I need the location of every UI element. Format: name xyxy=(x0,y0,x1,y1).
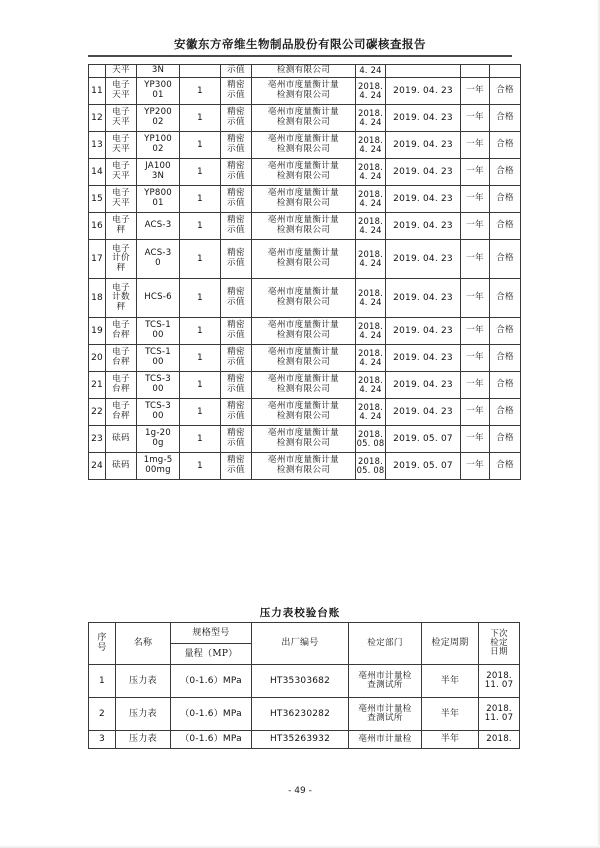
cell-organization: 亳州市度量衡计量 检测有限公司 xyxy=(252,318,356,345)
cell-serial-number: HT35263932 xyxy=(252,731,349,749)
cell-precision: 精密 示值 xyxy=(221,318,252,345)
cell-index: 19 xyxy=(89,318,106,345)
cell-precision: 精密 示值 xyxy=(221,240,252,279)
cell-name: 电子 计数 秤 xyxy=(106,279,137,318)
cell-model: YP100 02 xyxy=(137,132,180,159)
cell-precision: 精密 示值 xyxy=(221,105,252,132)
cell-inspection-cycle: 半年 xyxy=(422,731,479,749)
cell-model: TCS-1 00 xyxy=(137,345,180,372)
cell-organization: 亳州市度量衡计量 检测有限公司 xyxy=(252,345,356,372)
cell-index: 24 xyxy=(89,453,106,480)
table-row xyxy=(89,372,521,399)
cell-name: 电子 计价 秤 xyxy=(106,240,137,279)
cell-cycle: 一年 xyxy=(461,78,490,105)
cell-quantity: 1 xyxy=(180,453,221,480)
cell-quantity xyxy=(180,65,221,78)
cell-calibration-date: 2018. 05. 08 xyxy=(356,453,386,480)
cell-index: 13 xyxy=(89,132,106,159)
cell-quantity: 1 xyxy=(180,372,221,399)
cell-name: 电子 台秤 xyxy=(106,345,137,372)
cell-name: 电子 天平 xyxy=(106,105,137,132)
cell-index: 15 xyxy=(89,186,106,213)
cell-model: 3N xyxy=(137,65,180,78)
cell-calibration-date: 2018. 4. 24 xyxy=(356,186,386,213)
cell-next-date: 2018. 11. 07 xyxy=(479,665,520,698)
cell-cycle: 一年 xyxy=(461,279,490,318)
cell-next-date: 2019. 04. 23 xyxy=(386,372,461,399)
cell-result: 合格 xyxy=(490,78,521,105)
cell-organization: 亳州市度量衡计量 检测有限公司 xyxy=(252,213,356,240)
cell-serial-number: HT36230282 xyxy=(252,698,349,731)
cell-name: 天平 xyxy=(106,65,137,78)
cell-quantity: 1 xyxy=(180,240,221,279)
table-row xyxy=(89,399,521,426)
cell-inspection-cycle: 半年 xyxy=(422,698,479,731)
cell-next-date: 2019. 04. 23 xyxy=(386,132,461,159)
cell-index: 11 xyxy=(89,78,106,105)
header-serial-number: 出厂编号 xyxy=(252,623,349,665)
cell-organization: 检测有限公司 xyxy=(252,65,356,78)
table-row-continued xyxy=(89,65,521,78)
cell-precision: 精密 示值 xyxy=(221,279,252,318)
cell-model: YP300 01 xyxy=(137,78,180,105)
table-header-row xyxy=(89,623,520,644)
cell-result: 合格 xyxy=(490,345,521,372)
cell-precision: 精密 示值 xyxy=(221,132,252,159)
header-range: 量程（MP） xyxy=(171,644,252,665)
header-name: 名称 xyxy=(116,623,171,665)
running-header: 安徽东方帝维生物制品股份有限公司碳核查报告 xyxy=(174,37,426,51)
cell-index: 1 xyxy=(89,665,116,698)
cell-result: 合格 xyxy=(490,318,521,345)
cell-model: ACS-3 xyxy=(137,213,180,240)
cell-organization: 亳州市度量衡计量 检测有限公司 xyxy=(252,105,356,132)
cell-calibration-date: 2018. 4. 24 xyxy=(356,105,386,132)
cell-name: 电子 天平 xyxy=(106,186,137,213)
cell-next-date: 2019. 05. 07 xyxy=(386,453,461,480)
cell-quantity: 1 xyxy=(180,213,221,240)
cell-precision: 精密 示值 xyxy=(221,399,252,426)
cell-quantity: 1 xyxy=(180,105,221,132)
cell-name: 压力表 xyxy=(116,665,171,698)
table-row xyxy=(89,240,521,279)
cell-precision: 精密 示值 xyxy=(221,186,252,213)
cell-name: 电子 天平 xyxy=(106,159,137,186)
cell-cycle: 一年 xyxy=(461,240,490,279)
cell-serial-number: HT35303682 xyxy=(252,665,349,698)
cell-precision: 示值 xyxy=(221,65,252,78)
cell-model: 1mg-5 00mg xyxy=(137,453,180,480)
cell-index: 17 xyxy=(89,240,106,279)
cell-name: 砝码 xyxy=(106,426,137,453)
cell-name: 砝码 xyxy=(106,453,137,480)
table-row xyxy=(89,213,521,240)
cell-precision: 精密 示值 xyxy=(221,372,252,399)
cell-index: 23 xyxy=(89,426,106,453)
cell-next-date: 2019. 04. 23 xyxy=(386,240,461,279)
cell-cycle: 一年 xyxy=(461,426,490,453)
cell-precision: 精密 示值 xyxy=(221,78,252,105)
cell-cycle: 一年 xyxy=(461,159,490,186)
cell-next-date: 2019. 04. 23 xyxy=(386,318,461,345)
cell-next-date: 2019. 04. 23 xyxy=(386,399,461,426)
table-row xyxy=(89,159,521,186)
cell-inspection-dept: 亳州市计量检 xyxy=(349,731,422,749)
cell-organization: 亳州市度量衡计量 检测有限公司 xyxy=(252,132,356,159)
cell-quantity: 1 xyxy=(180,159,221,186)
cell-index: 3 xyxy=(89,731,116,749)
cell-organization: 亳州市度量衡计量 检测有限公司 xyxy=(252,159,356,186)
cell-result: 合格 xyxy=(490,372,521,399)
cell-organization: 亳州市度量衡计量 检测有限公司 xyxy=(252,372,356,399)
cell-result: 合格 xyxy=(490,213,521,240)
header-inspection-cycle: 检定周期 xyxy=(422,623,479,665)
cell-quantity: 1 xyxy=(180,399,221,426)
cell-index: 20 xyxy=(89,345,106,372)
cell-organization: 亳州市度量衡计量 检测有限公司 xyxy=(252,240,356,279)
cell-result: 合格 xyxy=(490,453,521,480)
header-index: 序 号 xyxy=(89,623,116,665)
cell-quantity: 1 xyxy=(180,186,221,213)
table-row xyxy=(89,186,521,213)
cell-organization: 亳州市度量衡计量 检测有限公司 xyxy=(252,426,356,453)
cell-name: 电子 台秤 xyxy=(106,372,137,399)
table-row xyxy=(89,78,521,105)
cell-index: 16 xyxy=(89,213,106,240)
cell-cycle: 一年 xyxy=(461,453,490,480)
cell-model: TCS-3 00 xyxy=(137,372,180,399)
cell-result: 合格 xyxy=(490,132,521,159)
cell-quantity: 1 xyxy=(180,78,221,105)
cell-calibration-date: 4. 24 xyxy=(356,65,386,78)
cell-organization: 亳州市度量衡计量 检测有限公司 xyxy=(252,399,356,426)
cell-next-date: 2018. xyxy=(479,731,520,749)
header-inspection-dept: 检定部门 xyxy=(349,623,422,665)
table-row xyxy=(89,731,520,749)
cell-calibration-date: 2018. 4. 24 xyxy=(356,213,386,240)
pressure-gauge-ledger-table xyxy=(88,622,520,749)
cell-result: 合格 xyxy=(490,186,521,213)
header-next-date: 下次 检定 日期 xyxy=(479,623,520,665)
cell-index: 14 xyxy=(89,159,106,186)
cell-model: YP800 01 xyxy=(137,186,180,213)
cell-calibration-date: 2018. 4. 24 xyxy=(356,78,386,105)
cell-result: 合格 xyxy=(490,399,521,426)
cell-result xyxy=(490,65,521,78)
cell-cycle: 一年 xyxy=(461,345,490,372)
cell-cycle: 一年 xyxy=(461,105,490,132)
cell-index: 18 xyxy=(89,279,106,318)
pressure-table-title: 压力表校验台账 xyxy=(259,607,341,619)
cell-inspection-cycle: 半年 xyxy=(422,665,479,698)
cell-next-date: 2019. 04. 23 xyxy=(386,213,461,240)
cell-name: 压力表 xyxy=(116,698,171,731)
cell-cycle: 一年 xyxy=(461,186,490,213)
cell-calibration-date: 2018. 4. 24 xyxy=(356,279,386,318)
cell-cycle: 一年 xyxy=(461,399,490,426)
cell-quantity: 1 xyxy=(180,318,221,345)
cell-calibration-date: 2018. 4. 24 xyxy=(356,240,386,279)
cell-name: 压力表 xyxy=(116,731,171,749)
cell-quantity: 1 xyxy=(180,279,221,318)
cell-next-date: 2019. 04. 23 xyxy=(386,186,461,213)
cell-organization: 亳州市度量衡计量 检测有限公司 xyxy=(252,78,356,105)
page-number: - 49 - xyxy=(288,786,312,796)
table-row xyxy=(89,665,520,698)
cell-model: YP200 02 xyxy=(137,105,180,132)
table-row xyxy=(89,345,521,372)
cell-name: 电子 台秤 xyxy=(106,399,137,426)
cell-next-date: 2019. 04. 23 xyxy=(386,345,461,372)
cell-precision: 精密 示值 xyxy=(221,426,252,453)
cell-name: 电子 天平 xyxy=(106,132,137,159)
cell-calibration-date: 2018. 4. 24 xyxy=(356,132,386,159)
cell-quantity: 1 xyxy=(180,426,221,453)
cell-name: 电子 台秤 xyxy=(106,318,137,345)
cell-index: 21 xyxy=(89,372,106,399)
cell-result: 合格 xyxy=(490,105,521,132)
cell-quantity: 1 xyxy=(180,345,221,372)
cell-precision: 精密 示值 xyxy=(221,213,252,240)
cell-model: TCS-1 00 xyxy=(137,318,180,345)
cell-inspection-dept: 亳州市计量检 查测试所 xyxy=(349,665,422,698)
cell-next-date: 2019. 04. 23 xyxy=(386,279,461,318)
cell-next-date: 2019. 05. 07 xyxy=(386,426,461,453)
cell-index xyxy=(89,65,106,78)
cell-model: 1g-20 0g xyxy=(137,426,180,453)
cell-name: 电子 天平 xyxy=(106,78,137,105)
table-row xyxy=(89,105,521,132)
cell-calibration-date: 2018. 4. 24 xyxy=(356,399,386,426)
cell-index: 22 xyxy=(89,399,106,426)
cell-precision: 精密 示值 xyxy=(221,159,252,186)
cell-model: ACS-3 0 xyxy=(137,240,180,279)
cell-organization: 亳州市度量衡计量 检测有限公司 xyxy=(252,186,356,213)
table-row xyxy=(89,279,521,318)
cell-result: 合格 xyxy=(490,159,521,186)
cell-model: JA100 3N xyxy=(137,159,180,186)
cell-spec-range: （0-1.6）MPa xyxy=(171,665,252,698)
cell-next-date: 2019. 04. 23 xyxy=(386,159,461,186)
cell-spec-range: （0-1.6）MPa xyxy=(171,731,252,749)
cell-next-date: 2018. 11. 07 xyxy=(479,698,520,731)
cell-cycle xyxy=(461,65,490,78)
cell-cycle: 一年 xyxy=(461,132,490,159)
cell-next-date xyxy=(386,65,461,78)
table-row xyxy=(89,318,521,345)
cell-result: 合格 xyxy=(490,426,521,453)
cell-organization: 亳州市度量衡计量 检测有限公司 xyxy=(252,279,356,318)
cell-calibration-date: 2018. 05. 08 xyxy=(356,426,386,453)
cell-calibration-date: 2018. 4. 24 xyxy=(356,345,386,372)
table-row xyxy=(89,453,521,480)
cell-calibration-date: 2018. 4. 24 xyxy=(356,318,386,345)
cell-result: 合格 xyxy=(490,240,521,279)
cell-spec-range: （0-1.6）MPa xyxy=(171,698,252,731)
cell-cycle: 一年 xyxy=(461,213,490,240)
cell-calibration-date: 2018. 4. 24 xyxy=(356,372,386,399)
header-divider-rule xyxy=(88,55,512,57)
table-row xyxy=(89,132,521,159)
table-row xyxy=(89,426,521,453)
table-row xyxy=(89,698,520,731)
cell-next-date: 2019. 04. 23 xyxy=(386,78,461,105)
cell-cycle: 一年 xyxy=(461,318,490,345)
cell-model: HCS-6 xyxy=(137,279,180,318)
cell-model: TCS-3 00 xyxy=(137,399,180,426)
cell-index: 12 xyxy=(89,105,106,132)
cell-quantity: 1 xyxy=(180,132,221,159)
cell-result: 合格 xyxy=(490,279,521,318)
cell-calibration-date: 2018. 4. 24 xyxy=(356,159,386,186)
cell-precision: 精密 示值 xyxy=(221,453,252,480)
cell-organization: 亳州市度量衡计量 检测有限公司 xyxy=(252,453,356,480)
equipment-calibration-ledger-table xyxy=(88,64,521,480)
cell-cycle: 一年 xyxy=(461,372,490,399)
cell-precision: 精密 示值 xyxy=(221,345,252,372)
cell-next-date: 2019. 04. 23 xyxy=(386,105,461,132)
cell-index: 2 xyxy=(89,698,116,731)
cell-inspection-dept: 亳州市计量检 查测试所 xyxy=(349,698,422,731)
cell-name: 电子 秤 xyxy=(106,213,137,240)
header-spec-model: 规格型号 xyxy=(171,623,252,644)
